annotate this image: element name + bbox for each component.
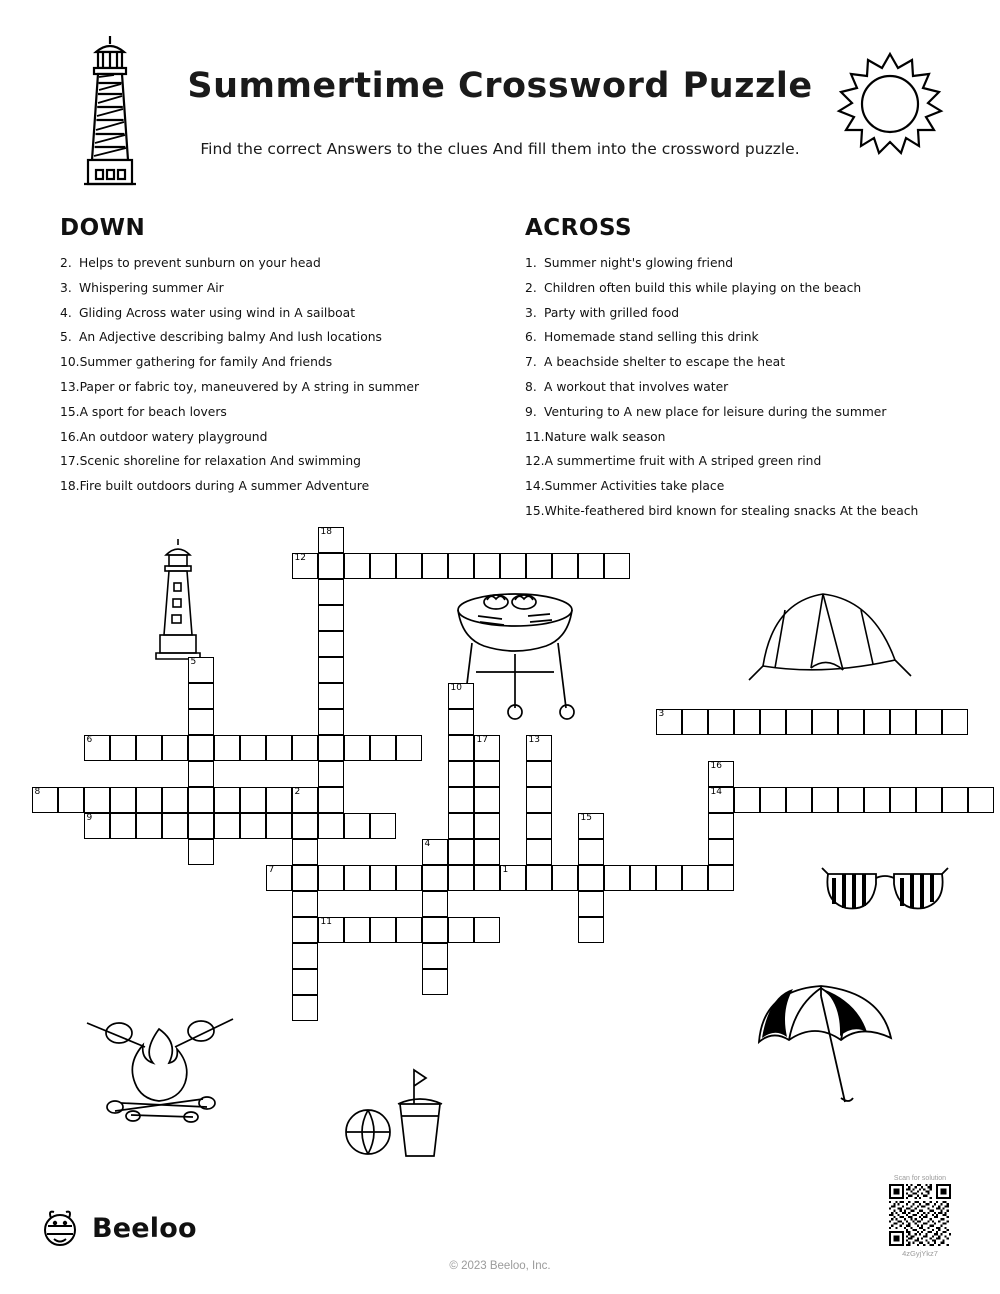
grid-cell[interactable]: [708, 709, 734, 735]
grid-cell[interactable]: [318, 813, 344, 839]
grid-cell[interactable]: [370, 553, 396, 579]
grid-cell[interactable]: [604, 865, 630, 891]
grid-cell-numbered[interactable]: [448, 683, 474, 709]
grid-cell[interactable]: [318, 631, 344, 657]
grid-cell[interactable]: [968, 787, 994, 813]
grid-cell-number: 5: [190, 656, 197, 667]
grid-cell-numbered[interactable]: [500, 865, 526, 891]
grid-cell[interactable]: [812, 787, 838, 813]
grid-cell-number: 12: [294, 552, 306, 563]
grid-cell[interactable]: [422, 917, 448, 943]
bee-logo-icon: [38, 1206, 82, 1250]
clue-text: Whispering summer Air: [79, 280, 224, 295]
grid-cell-numbered[interactable]: [474, 735, 500, 761]
grid-cell[interactable]: [318, 605, 344, 631]
grid-cell[interactable]: [448, 735, 474, 761]
grid-cell[interactable]: [604, 553, 630, 579]
grid-cell[interactable]: [526, 813, 552, 839]
grid-cell[interactable]: [344, 735, 370, 761]
grid-cell[interactable]: [396, 553, 422, 579]
qr-code-image[interactable]: [889, 1184, 951, 1246]
clue-text: A summertime fruit with A striped green rind: [544, 454, 822, 469]
grid-cell[interactable]: [786, 787, 812, 813]
grid-cell[interactable]: [552, 865, 578, 891]
grid-cell-numbered[interactable]: [422, 839, 448, 865]
grid-cell[interactable]: [318, 657, 344, 683]
grid-cell[interactable]: [474, 865, 500, 891]
grid-cell[interactable]: [292, 943, 318, 969]
grid-cell[interactable]: [162, 787, 188, 813]
grid-cell[interactable]: [656, 865, 682, 891]
grid-cell-numbered[interactable]: [188, 657, 214, 683]
grid-cell[interactable]: [734, 787, 760, 813]
clue-number: 5.: [60, 330, 72, 345]
grid-cell[interactable]: [864, 709, 890, 735]
grid-cell[interactable]: [708, 839, 734, 865]
grid-cell[interactable]: [292, 813, 318, 839]
grid-cell[interactable]: [318, 683, 344, 709]
grid-cell[interactable]: [890, 787, 916, 813]
page-title: Summertime Crossword Puzzle: [187, 66, 813, 106]
grid-cell[interactable]: [136, 787, 162, 813]
grid-cell[interactable]: [266, 735, 292, 761]
grid-cell-number: 2: [294, 786, 301, 797]
clue-text: An outdoor watery playground: [79, 429, 268, 444]
clue-text: A workout that involves water: [544, 379, 729, 394]
grid-cell-numbered[interactable]: [32, 787, 58, 813]
grid-cell[interactable]: [214, 787, 240, 813]
grid-cell[interactable]: [370, 917, 396, 943]
grid-cell[interactable]: [344, 917, 370, 943]
grid-cell[interactable]: [214, 813, 240, 839]
grid-cell-number: 8: [34, 786, 41, 797]
clue-number: 4.: [60, 305, 72, 320]
grid-cell-numbered[interactable]: [708, 761, 734, 787]
clue-text: Fire built outdoors during A summer Adventure: [79, 479, 370, 494]
grid-cell-numbered[interactable]: [708, 787, 734, 813]
grid-cell[interactable]: [136, 813, 162, 839]
clue-number: 6.: [525, 330, 537, 345]
grid-cell[interactable]: [526, 839, 552, 865]
clue-number: 3.: [60, 280, 72, 295]
grid-cell[interactable]: [422, 891, 448, 917]
grid-cell[interactable]: [838, 709, 864, 735]
grid-cell[interactable]: [396, 735, 422, 761]
grid-cell-numbered[interactable]: [292, 553, 318, 579]
grid-cell[interactable]: [578, 891, 604, 917]
qr-label: Scan for solution: [893, 1175, 947, 1182]
grid-cell-number: 3: [658, 708, 665, 719]
grid-cell[interactable]: [240, 787, 266, 813]
grid-cell[interactable]: [188, 813, 214, 839]
clue-number: 1.: [525, 256, 537, 270]
qr-block: [874, 1175, 966, 1258]
grid-cell-numbered[interactable]: [84, 813, 110, 839]
grid-cell-numbered[interactable]: [578, 813, 604, 839]
grid-cell[interactable]: [526, 787, 552, 813]
clue-text: A sport for beach lovers: [79, 404, 227, 419]
clue-number: 16.: [60, 429, 80, 444]
grid-cell[interactable]: [448, 761, 474, 787]
grid-cell[interactable]: [318, 553, 344, 579]
grid-cell-number: 15: [580, 812, 592, 823]
grid-cell[interactable]: [292, 735, 318, 761]
grid-cell[interactable]: [318, 735, 344, 761]
brand-logo: [38, 1206, 197, 1250]
grid-cell-number: 10: [450, 682, 462, 693]
grid-cell[interactable]: [318, 761, 344, 787]
grid-cell[interactable]: [760, 709, 786, 735]
clue-text: Summer gathering for family And friends: [79, 355, 333, 370]
clue-text: Scenic shoreline for relaxation And swimming: [79, 454, 361, 469]
across-heading: ACROSS: [525, 215, 633, 241]
grid-cell[interactable]: [578, 839, 604, 865]
grid-cell[interactable]: [188, 761, 214, 787]
grid-cell[interactable]: [240, 735, 266, 761]
clue-text: Helps to prevent sunburn on your head: [79, 256, 321, 270]
grid-cell-numbered[interactable]: [318, 917, 344, 943]
grid-cell[interactable]: [188, 735, 214, 761]
grid-cell[interactable]: [500, 553, 526, 579]
grid-cell[interactable]: [240, 813, 266, 839]
grid-cell[interactable]: [214, 735, 240, 761]
clue-number: 17.: [60, 454, 80, 469]
clue-number: 15.: [525, 503, 545, 518]
grid-cell[interactable]: [448, 813, 474, 839]
clue-text: Nature walk season: [544, 429, 666, 444]
grid-cell[interactable]: [786, 709, 812, 735]
grid-cell[interactable]: [84, 787, 110, 813]
grid-cell[interactable]: [162, 813, 188, 839]
grid-cell-number: 9: [86, 812, 93, 823]
grid-cell[interactable]: [448, 839, 474, 865]
grid-cell[interactable]: [864, 787, 890, 813]
grid-cell-numbered[interactable]: [656, 709, 682, 735]
grid-cell[interactable]: [292, 865, 318, 891]
clue-text: A beachside shelter to escape the heat: [544, 355, 786, 370]
grid-cell[interactable]: [396, 865, 422, 891]
clue-number: 15.: [60, 404, 80, 419]
grid-cell[interactable]: [370, 813, 396, 839]
clue-text: Children often build this while playing on the beach: [544, 280, 862, 295]
grid-cell[interactable]: [734, 709, 760, 735]
grid-cell[interactable]: [292, 917, 318, 943]
grid-cell[interactable]: [396, 917, 422, 943]
grid-cell[interactable]: [344, 813, 370, 839]
grid-cell[interactable]: [370, 865, 396, 891]
grid-cell[interactable]: [448, 917, 474, 943]
grid-cell[interactable]: [526, 865, 552, 891]
grid-cell-number: 18: [320, 526, 332, 537]
grid-cell[interactable]: [448, 553, 474, 579]
grid-cell-number: 16: [710, 760, 722, 771]
clue-text: Homemade stand selling this drink: [544, 330, 759, 345]
grid-cell[interactable]: [630, 865, 656, 891]
copyright-text: © 2023 Beeloo, Inc.: [449, 1260, 551, 1272]
grid-cell-numbered[interactable]: [84, 735, 110, 761]
grid-cell[interactable]: [422, 969, 448, 995]
grid-cell[interactable]: [318, 787, 344, 813]
grid-cell[interactable]: [916, 709, 942, 735]
grid-cell[interactable]: [578, 553, 604, 579]
grid-cell[interactable]: [110, 787, 136, 813]
grid-cell[interactable]: [110, 735, 136, 761]
grid-cell[interactable]: [370, 735, 396, 761]
grid-cell[interactable]: [526, 761, 552, 787]
grid-cell[interactable]: [890, 709, 916, 735]
grid-cell[interactable]: [422, 943, 448, 969]
grid-cell[interactable]: [188, 839, 214, 865]
grid-cell-number: 11: [320, 916, 332, 927]
clue-text: Gliding Across water using wind in A sailboat: [79, 305, 356, 320]
clue-number: 14.: [525, 479, 545, 494]
grid-cell[interactable]: [708, 813, 734, 839]
grid-cell-number: 7: [268, 864, 275, 875]
grid-cell-number: 1: [502, 864, 509, 875]
grid-cell[interactable]: [916, 787, 942, 813]
clue-number: 18.: [60, 479, 80, 494]
grid-cell[interactable]: [474, 761, 500, 787]
grid-cell[interactable]: [266, 813, 292, 839]
grid-cell[interactable]: [318, 709, 344, 735]
clue-number: 8.: [525, 379, 537, 394]
grid-cell[interactable]: [708, 865, 734, 891]
grid-cell-numbered[interactable]: [318, 527, 344, 553]
grid-cell[interactable]: [292, 969, 318, 995]
grid-cell[interactable]: [58, 787, 84, 813]
clue-number: 11.: [525, 429, 545, 444]
clue-text: Party with grilled food: [544, 305, 680, 320]
brand-name: Beeloo: [92, 1212, 197, 1244]
grid-cell[interactable]: [578, 917, 604, 943]
grid-cell-number: 6: [86, 734, 93, 745]
grid-cell-numbered[interactable]: [266, 865, 292, 891]
grid-cell[interactable]: [136, 735, 162, 761]
clue-number: 7.: [525, 355, 537, 370]
grid-cell[interactable]: [422, 553, 448, 579]
clue-text: Summer Activities take place: [544, 479, 725, 494]
clue-number: 13.: [60, 379, 80, 394]
grid-cell-number: 4: [424, 838, 431, 849]
grid-cell[interactable]: [682, 865, 708, 891]
grid-cell[interactable]: [474, 553, 500, 579]
grid-cell[interactable]: [188, 709, 214, 735]
clue-text: Summer night's glowing friend: [544, 256, 734, 270]
clue-number: 10.: [60, 355, 80, 370]
qr-id-text: 4zGyjYkz7: [902, 1249, 938, 1258]
grid-cell[interactable]: [448, 865, 474, 891]
grid-cell[interactable]: [942, 787, 968, 813]
grid-cell[interactable]: [162, 735, 188, 761]
grid-cell-number: 17: [476, 734, 488, 745]
grid-cell-numbered[interactable]: [526, 735, 552, 761]
grid-cell[interactable]: [760, 787, 786, 813]
grid-cell[interactable]: [422, 865, 448, 891]
grid-cell-numbered[interactable]: [292, 787, 318, 813]
grid-cell[interactable]: [474, 813, 500, 839]
clue-text: White-feathered bird known for stealing snacks At the beach: [544, 503, 919, 518]
clue-text: An Adjective describing balmy And lush locations: [79, 330, 382, 345]
grid-cell[interactable]: [292, 891, 318, 917]
clue-number: 2.: [60, 256, 72, 270]
grid-cell[interactable]: [292, 995, 318, 1021]
grid-cell[interactable]: [448, 709, 474, 735]
grid-cell[interactable]: [474, 917, 500, 943]
down-heading: DOWN: [60, 215, 146, 241]
grid-cell[interactable]: [188, 683, 214, 709]
grid-cell-number: 13: [528, 734, 540, 745]
grid-cell[interactable]: [318, 579, 344, 605]
clue-number: 12.: [525, 454, 545, 469]
page-subtitle: Find the correct Answers to the clues And fill them into the crossword puzzle.: [200, 140, 800, 158]
grid-cell[interactable]: [682, 709, 708, 735]
grid-cell[interactable]: [292, 839, 318, 865]
clue-text: Venturing to A new place for leisure during the summer: [544, 404, 887, 419]
grid-cell[interactable]: [344, 865, 370, 891]
grid-cell[interactable]: [266, 787, 292, 813]
grid-cell[interactable]: [526, 553, 552, 579]
clue-number: 9.: [525, 404, 537, 419]
grid-cell[interactable]: [318, 865, 344, 891]
grid-cell[interactable]: [812, 709, 838, 735]
grid-cell[interactable]: [942, 709, 968, 735]
grid-cell[interactable]: [344, 553, 370, 579]
grid-cell[interactable]: [110, 813, 136, 839]
grid-cell[interactable]: [448, 787, 474, 813]
clue-text: Paper or fabric toy, maneuvered by A string in summer: [79, 379, 420, 394]
grid-cell[interactable]: [578, 865, 604, 891]
grid-cell[interactable]: [474, 839, 500, 865]
clue-number: 2.: [525, 280, 537, 295]
grid-cell[interactable]: [838, 787, 864, 813]
grid-cell[interactable]: [474, 787, 500, 813]
grid-cell[interactable]: [552, 553, 578, 579]
grid-cell[interactable]: [188, 787, 214, 813]
clue-number: 3.: [525, 305, 537, 320]
grid-cell-number: 14: [710, 786, 722, 797]
